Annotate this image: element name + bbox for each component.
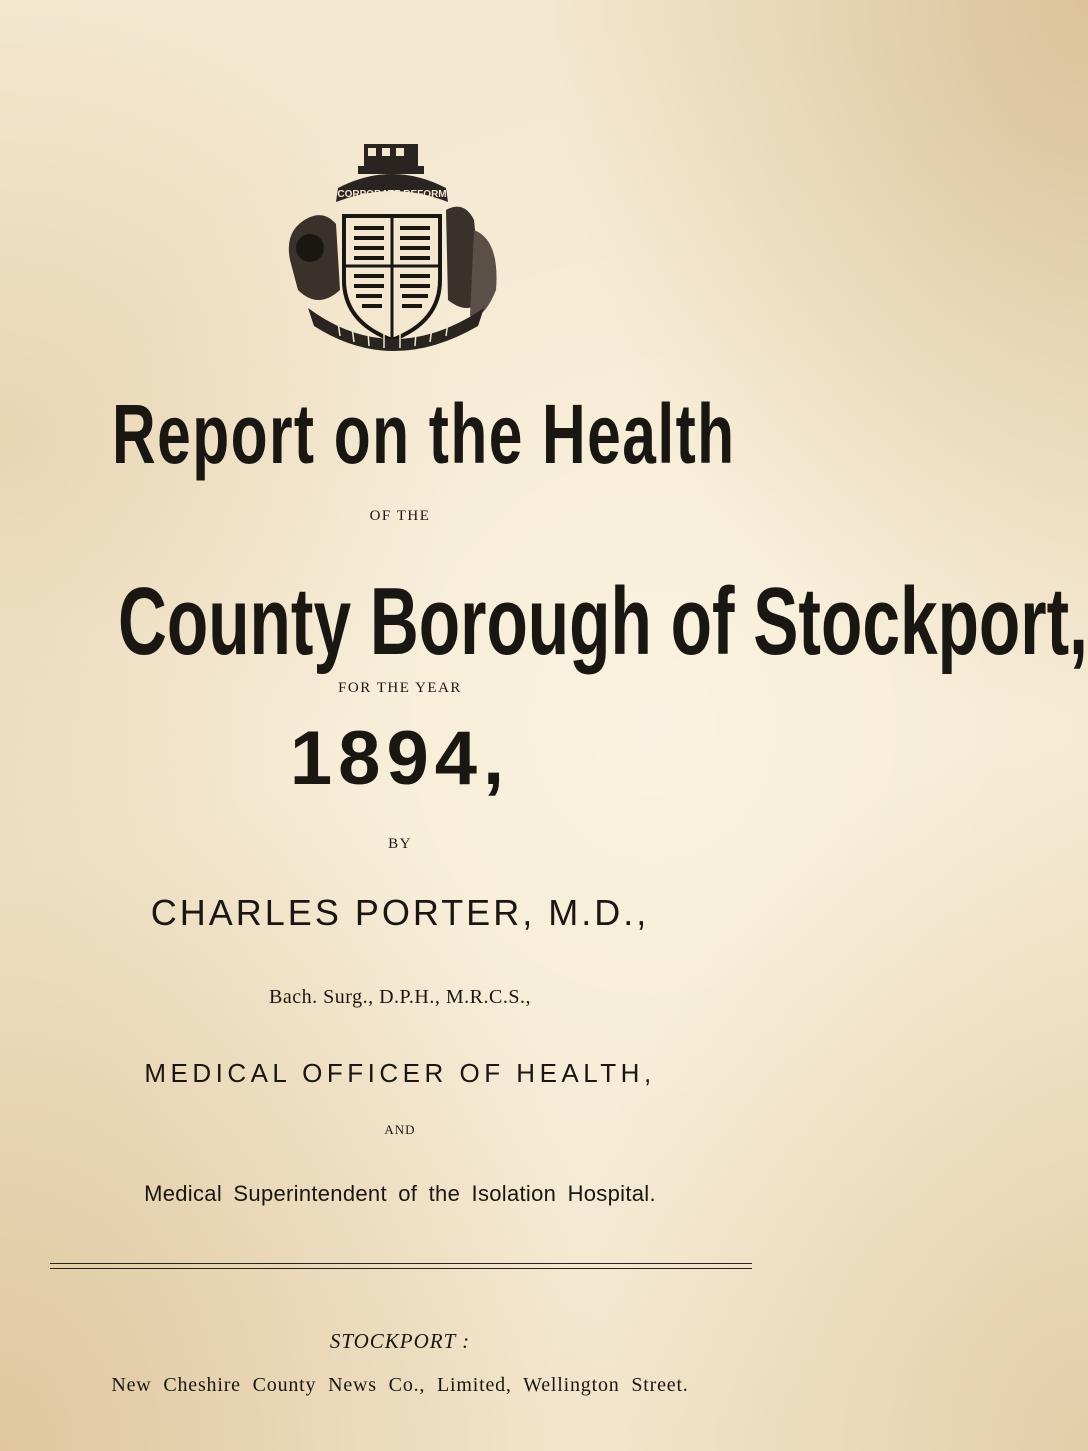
double-rule-divider <box>50 1263 752 1269</box>
author-second-office: Medical Superintendent of the Isolation Hospital. <box>144 1181 656 1206</box>
author-name: CHARLES PORTER, M.D., <box>150 892 650 933</box>
svg-text:CORPORATE REFORM: CORPORATE REFORM <box>337 189 447 200</box>
borough-title: County Borough of Stockport, <box>118 568 1088 675</box>
publication-place: STOCKPORT : <box>329 1329 471 1353</box>
author-degrees: Bach. Surg., D.P.H., M.R.C.S., <box>269 986 531 1008</box>
report-year: 1894, <box>289 716 511 801</box>
publisher-line: New Cheshire County News Co., Limited, Wellington Street. <box>111 1374 689 1396</box>
report-title: Report on the Health <box>112 387 736 481</box>
and-label: AND <box>384 1122 416 1137</box>
by-label: BY <box>388 836 412 852</box>
author-office: MEDICAL OFFICER OF HEALTH, <box>144 1058 656 1088</box>
for-the-year-label: FOR THE YEAR <box>338 680 462 696</box>
borough-crest-emblem <box>278 140 506 358</box>
of-the-label: OF THE <box>369 508 431 524</box>
